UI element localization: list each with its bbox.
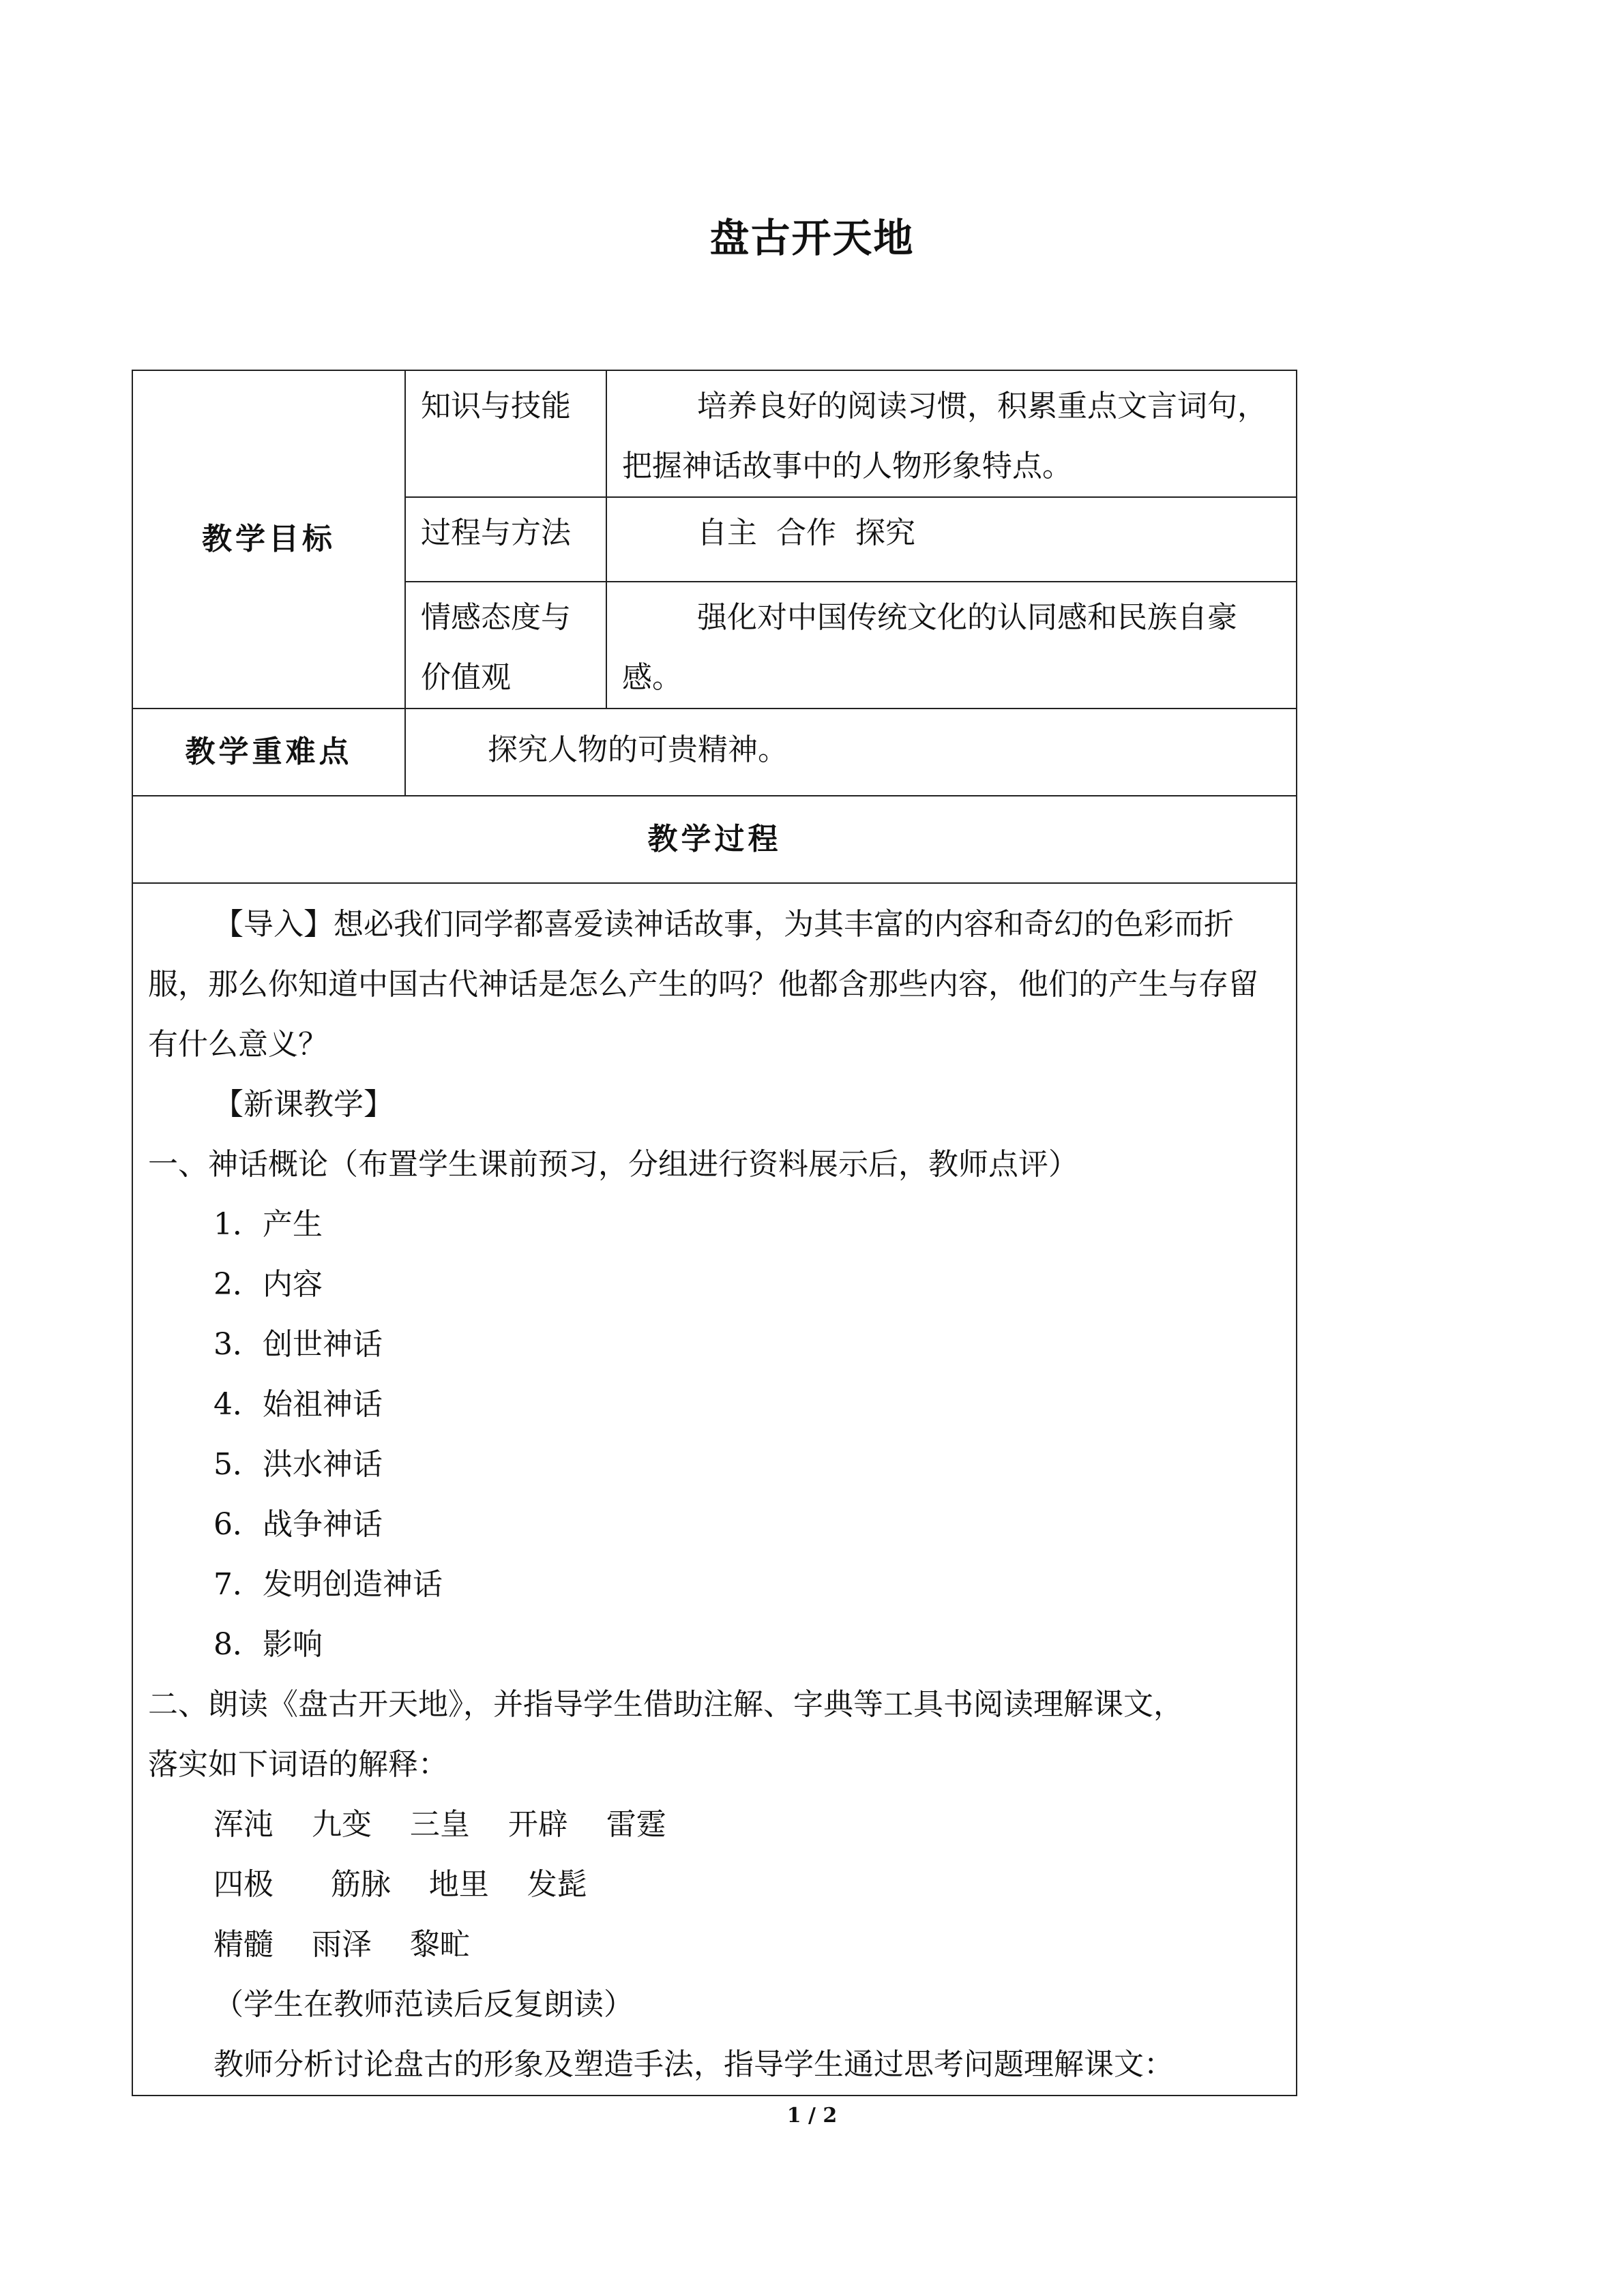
objective-label-process: 过程与方法 — [405, 497, 606, 582]
process-heading: 教学过程 — [132, 796, 1297, 883]
vocab-line: 浑沌 九变 三皇 开辟 雷霆 — [213, 1807, 666, 1842]
process-heading-row — [132, 796, 1297, 883]
list-item: 8．影响 — [213, 1627, 323, 1662]
process-body-row — [132, 883, 1297, 2096]
objective-content-process: 自主 合作 探究 — [606, 497, 1297, 582]
list-item: 1．产生 — [213, 1207, 323, 1242]
difficulty-label: 教学重难点 — [132, 709, 405, 796]
vocab-line: 四极 筋脉 地里 发髭 — [213, 1867, 587, 1902]
section-2-heading-line2: 落实如下词语的解释： — [148, 1747, 448, 1782]
lesson-plan-table — [132, 370, 1297, 2096]
list-item: 3．创世神话 — [213, 1327, 383, 1362]
objective-label-emotion: 情感态度与价值观 — [405, 582, 606, 709]
page-title: 盘古开天地 — [709, 215, 915, 261]
process-body — [132, 883, 1297, 2096]
objective-label-knowledge: 知识与技能 — [405, 370, 606, 497]
list-item: 6．战争神话 — [213, 1507, 383, 1542]
new-lesson-heading: 【新课教学】 — [213, 1087, 394, 1122]
analysis-paragraph: 教师分析讨论盘古的形象及塑造手法，指导学生通过思考问题理解课文： — [213, 2047, 1174, 2082]
list-item: 7．发明创造神话 — [213, 1567, 443, 1602]
section-1-heading: 一、神话概论（布置学生课前预习，分组进行资料展示后，教师点评） — [148, 1147, 1078, 1182]
section-2-heading-line1: 二、朗读《盘古开天地》，并指导学生借助注解、字典等工具书阅读理解课文， — [148, 1687, 1183, 1722]
list-item: 2．内容 — [213, 1267, 323, 1302]
page-number: 1 / 2 — [786, 2104, 838, 2128]
objective-row-knowledge — [132, 370, 1297, 497]
intro-paragraph: 【导入】想必我们同学都喜爱读神话故事，为其丰富的内容和奇幻的色彩而折服，那么你知道中国古代神话是怎么产生的吗？他都含那些内容，他们的产生与存留有什么意义？ — [148, 907, 1258, 1062]
objectives-label: 教学目标 — [132, 370, 405, 709]
difficulty-content: 探究人物的可贵精神。 — [405, 709, 1297, 796]
difficulty-row — [132, 709, 1297, 796]
objective-content-knowledge: 培养良好的阅读习惯，积累重点文言词句，把握神话故事中的人物形象特点。 — [606, 370, 1297, 497]
vocab-line: 精髓 雨泽 黎甿 — [213, 1927, 470, 1962]
reading-note: （学生在教师范读后反复朗读） — [213, 1987, 634, 2022]
list-item: 4．始祖神话 — [213, 1387, 383, 1422]
list-item: 5．洪水神话 — [213, 1447, 383, 1482]
objective-content-emotion: 强化对中国传统文化的认同感和民族自豪感。 — [606, 582, 1297, 709]
